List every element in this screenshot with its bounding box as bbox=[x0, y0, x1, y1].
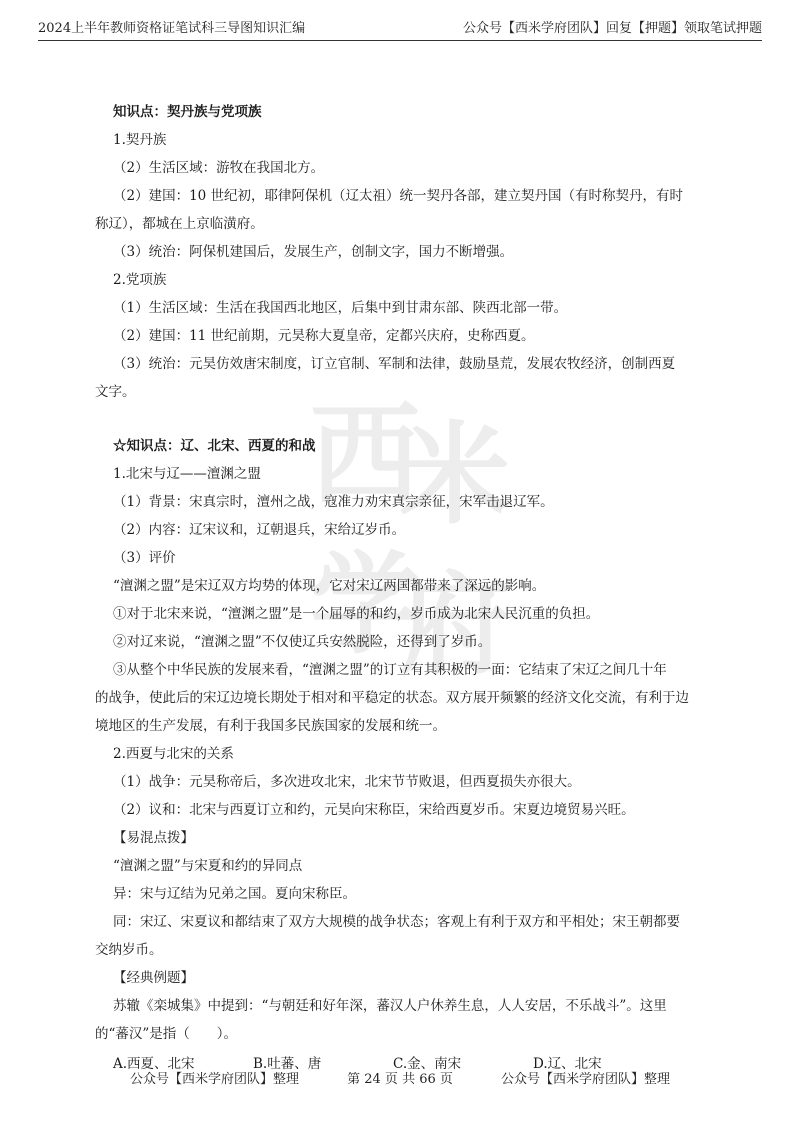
paragraph: 的战争，使此后的宋辽边境长期处于相对和平稳定的状态。双方展开频繁的经济文化交流，有利于边 bbox=[95, 690, 689, 706]
paragraph: （2）建国：11 世纪前期，元昊称大夏皇帝，定都兴庆府，史称西夏。 bbox=[113, 328, 535, 344]
paragraph: 称辽），都城在上京临潢府。 bbox=[95, 216, 264, 232]
subheading: 1.契丹族 bbox=[113, 132, 167, 148]
watermark-char: 西 bbox=[310, 391, 420, 519]
paragraph: ①对于北宋来说，“澶渊之盟”是一个屈辱的和约，岁币成为北宋人民沉重的负担。 bbox=[113, 606, 600, 622]
paragraph: 同：宋辽、宋夏议和都结束了双方大规模的战争状态；客观上有利于双方和平相处；宋王朝都要 bbox=[113, 914, 680, 930]
option-d: D.辽、北宋 bbox=[533, 1056, 602, 1072]
paragraph: （2）内容：辽宋议和，辽朝退兵，宋给辽岁币。 bbox=[113, 522, 406, 538]
document-body bbox=[95, 98, 712, 1078]
tip-title: 【易混点拨】 bbox=[113, 830, 194, 846]
footer-left: 公众号【西米学府团队】整理 bbox=[129, 1072, 299, 1087]
paragraph: ③从整个中华民族的发展来看，“澶渊之盟”的订立有其积极的一面：它结束了宋辽之间几十年 bbox=[113, 662, 667, 678]
paragraph: （2）生活区域：游牧在我国北方。 bbox=[113, 160, 325, 176]
paragraph: （2）建国：10 世纪初，耶律阿保机（辽太祖）统一契丹各部，建立契丹国（有时称契丹，有时 bbox=[113, 188, 684, 204]
subheading: 1.北宋与辽——澶渊之盟 bbox=[113, 466, 261, 482]
paragraph: ②对辽来说，“澶渊之盟”不仅使辽兵安然脱险，还得到了岁币。 bbox=[113, 634, 492, 650]
paragraph: （2）议和：北宋与西夏订立和约，元昊向宋称臣，宋给西夏岁币。宋夏边境贸易兴旺。 bbox=[113, 802, 635, 818]
paragraph: （3）统治：阿保机建国后，发展生产，创制文字，国力不断增强。 bbox=[113, 244, 514, 260]
option-c: C.金、南宋 bbox=[393, 1056, 462, 1072]
footer-right: 公众号【西米学府团队】整理 bbox=[501, 1072, 671, 1087]
paragraph: （1）生活区域：生活在我国西北地区，后集中到甘肃东部、陕西北部一带。 bbox=[113, 300, 568, 316]
watermark-char: 府 bbox=[400, 561, 510, 689]
paragraph: （1）战争：元昊称帝后，多次进攻北宋，北宋节节败退，但西夏损失亦很大。 bbox=[113, 774, 581, 790]
paragraph: （3）统治：元昊仿效唐宋制度，订立官制、军制和法律，鼓励垦荒，发展农牧经济，创制西夏 bbox=[113, 356, 676, 372]
paragraph: 境地区的生产发展，有利于我国多民族国家的发展和统一。 bbox=[95, 718, 446, 734]
subheading: 2.西夏与北宋的关系 bbox=[113, 746, 234, 762]
option-a: A.西夏、北宋 bbox=[113, 1056, 195, 1072]
paragraph: （1）背景：宋真宗时，澶州之战，寇准力劝宋真宗亲征，宋军击退辽军。 bbox=[113, 494, 554, 510]
option-b: B.吐蕃、唐 bbox=[253, 1056, 322, 1072]
paragraph: 异：宋与辽结为兄弟之国。夏向宋称臣。 bbox=[113, 886, 356, 902]
paragraph: “澶渊之盟”与宋夏和约的异同点 bbox=[113, 858, 303, 874]
page-footer bbox=[0, 1068, 800, 1087]
question: 苏辙《栾城集》中提到：“与朝廷和好年深，蕃汉人户休养生息，人人安居，不乐战斗”。这里 bbox=[113, 998, 667, 1014]
section-title: 知识点：契丹族与党项族 bbox=[113, 104, 262, 120]
question: 的“蕃汉”是指（ ）。 bbox=[95, 1026, 238, 1042]
paragraph: “澶渊之盟”是宋辽双方均势的体现，它对宋辽两国都带来了深远的影响。 bbox=[113, 578, 546, 594]
section-title: ☆知识点：辽、北宋、西夏的和战 bbox=[113, 438, 316, 454]
subheading: 2.党项族 bbox=[113, 272, 167, 288]
watermark-char: 米 bbox=[400, 411, 510, 539]
paragraph: 交纳岁币。 bbox=[95, 942, 163, 958]
page-header bbox=[38, 18, 762, 41]
paragraph: （3）评价 bbox=[113, 550, 176, 566]
header-title: 2024上半年教师资格证笔试科三导图知识汇编 bbox=[38, 21, 306, 36]
header-promo: 公众号【西米学府团队】回复【押题】领取笔试押题 bbox=[462, 21, 762, 36]
paragraph: 文字。 bbox=[95, 384, 136, 400]
example-title: 【经典例题】 bbox=[113, 970, 194, 986]
page-number: 第 24 页 共 66 页 bbox=[347, 1072, 453, 1087]
watermark-char: 学 bbox=[310, 541, 420, 669]
